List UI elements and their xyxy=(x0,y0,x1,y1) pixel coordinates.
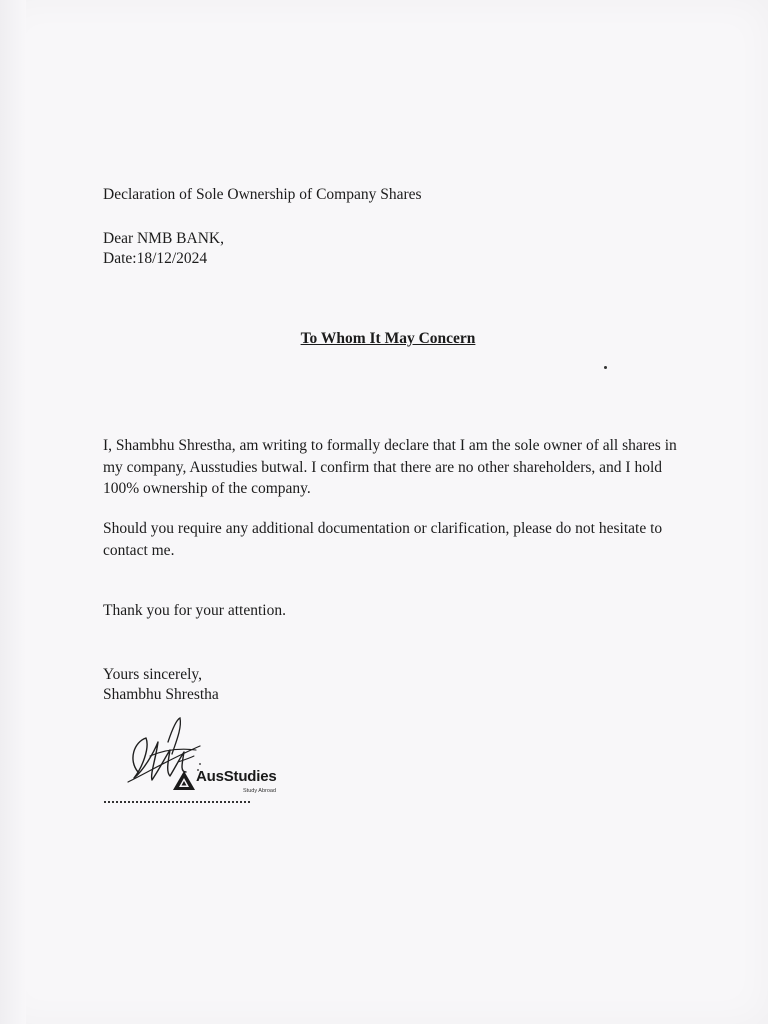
brand-name: AusStudies xyxy=(196,768,277,785)
letter-heading: To Whom It May Concern xyxy=(300,330,476,347)
thanks-line: Thank you for your attention. xyxy=(103,602,286,619)
closing-line: Yours sincerely, xyxy=(103,666,203,683)
signature-line xyxy=(104,801,250,803)
paragraph-declaration: I, Shambhu Shrestha, am writing to formally declare that I am the sole owner of all shares in my company, Ausstudies butwal. I confirm that there are no other shareholders, and I hold 100% ownership of the company. xyxy=(103,437,677,497)
salutation: Dear NMB BANK, xyxy=(103,230,224,247)
letter-date: Date:18/12/2024 xyxy=(103,250,208,267)
triangle-logo-icon xyxy=(172,770,196,792)
page-shadow-edge xyxy=(0,0,26,1024)
signatory-name: Shambhu Shrestha xyxy=(103,686,219,703)
paper-speck xyxy=(604,366,607,369)
paragraph-contact: Should you require any additional documentation or clarification, please do not hesitate to contact me. xyxy=(103,520,663,559)
brand-tagline: Study Abroad xyxy=(243,788,277,794)
company-stamp xyxy=(172,768,302,802)
letter-subject: Declaration of Sole Ownership of Company Shares xyxy=(103,186,422,203)
